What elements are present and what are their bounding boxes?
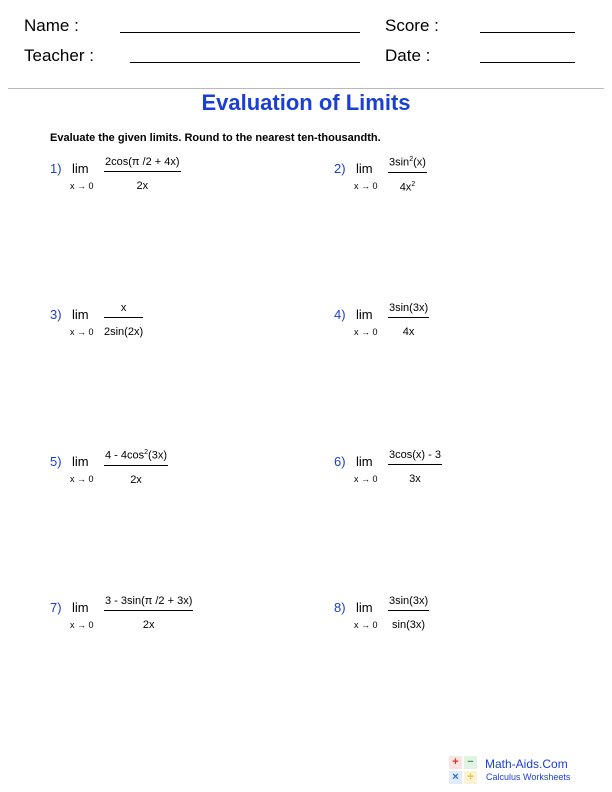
fraction: [388, 302, 429, 338]
denominator: 4x: [402, 326, 415, 338]
divide-icon: ÷: [464, 771, 477, 784]
denominator: sin(3x): [392, 619, 426, 631]
limit-approach: x → 0: [354, 474, 378, 484]
problem-2: [334, 156, 584, 206]
problem-7: [50, 595, 300, 645]
problem-number: 6): [334, 454, 346, 469]
limit-operator: lim: [356, 454, 373, 469]
brand-name: Math-Aids.Com: [485, 757, 568, 771]
denominator: 2x: [136, 180, 149, 192]
denominator: 2x: [130, 473, 142, 486]
problem-number: 8): [334, 600, 346, 615]
teacher-label: Teacher :: [24, 46, 94, 65]
fraction: [388, 595, 429, 631]
denominator: [388, 173, 427, 194]
fraction: [104, 595, 193, 631]
limit-operator: lim: [72, 454, 89, 469]
limit-approach: x → 0: [354, 620, 378, 630]
header-divider: [8, 88, 604, 89]
name-field[interactable]: [120, 32, 360, 33]
limit-operator: lim: [356, 161, 373, 176]
plus-icon: +: [449, 756, 462, 769]
denominator-exponent: 2: [411, 180, 416, 188]
score-label: Score :: [385, 16, 439, 35]
limit-approach: x → 0: [70, 620, 94, 630]
date-field[interactable]: [480, 62, 575, 63]
numerator: [104, 449, 168, 464]
name-label: Name :: [24, 16, 79, 35]
teacher-field[interactable]: [130, 62, 360, 63]
fraction: [104, 302, 143, 338]
problem-5: [50, 449, 300, 499]
brand-subtitle: Calculus Worksheets: [486, 772, 571, 782]
denominator: 3x: [409, 473, 421, 485]
limit-operator: lim: [356, 307, 373, 322]
problem-number: 1): [50, 161, 62, 176]
math-aids-logo-icon: [449, 756, 479, 784]
problem-3: [50, 302, 300, 352]
instructions: Evaluate the given limits. Round to the nearest ten-thousandth.: [50, 132, 381, 144]
limit-operator: lim: [356, 600, 373, 615]
numerator-argument: (3x): [148, 449, 167, 462]
fraction: [104, 449, 168, 486]
limit-approach: x → 0: [70, 327, 94, 337]
limit-approach: x → 0: [70, 474, 94, 484]
numerator: 2cos(π /2 + 4x): [105, 156, 180, 168]
numerator-argument: (x): [413, 156, 426, 169]
limit-approach: x → 0: [354, 327, 378, 337]
numerator: 3cos(x) - 3: [389, 449, 441, 461]
fraction: [388, 449, 442, 485]
denominator: 2sin(2x): [104, 326, 144, 338]
numerator: x: [120, 302, 127, 314]
numerator-exponent: 2: [144, 449, 149, 456]
page-title: Evaluation of Limits: [201, 90, 411, 115]
problem-number: 3): [50, 307, 62, 322]
problem-number: 7): [50, 600, 62, 615]
problem-1: [50, 156, 300, 206]
minus-icon: −: [464, 756, 477, 769]
limit-operator: lim: [72, 161, 89, 176]
numerator: [388, 156, 427, 171]
problem-6: [334, 449, 584, 499]
limit-approach: x → 0: [70, 181, 94, 191]
date-label: Date :: [385, 46, 431, 65]
limit-approach: x → 0: [354, 181, 378, 191]
problem-number: 5): [50, 454, 62, 469]
numerator: 3 - 3sin(π /2 + 3x): [105, 595, 193, 607]
fraction: [104, 156, 181, 192]
fraction: [388, 156, 427, 193]
numerator: 3sin(3x): [389, 595, 429, 607]
problem-4: [334, 302, 584, 352]
multiply-icon: ×: [449, 771, 462, 784]
numerator-base: 3sin: [389, 156, 410, 169]
problem-number: 2): [334, 161, 346, 176]
denominator: 2x: [142, 619, 155, 631]
denominator-base: 4x: [399, 181, 412, 194]
problem-8: [334, 595, 584, 645]
limit-operator: lim: [72, 307, 89, 322]
problem-number: 4): [334, 307, 346, 322]
limit-operator: lim: [72, 600, 89, 615]
numerator-exponent: 2: [409, 156, 414, 163]
numerator-base: 4 - 4cos: [105, 449, 145, 462]
score-field[interactable]: [480, 32, 575, 33]
numerator: 3sin(3x): [389, 302, 429, 314]
